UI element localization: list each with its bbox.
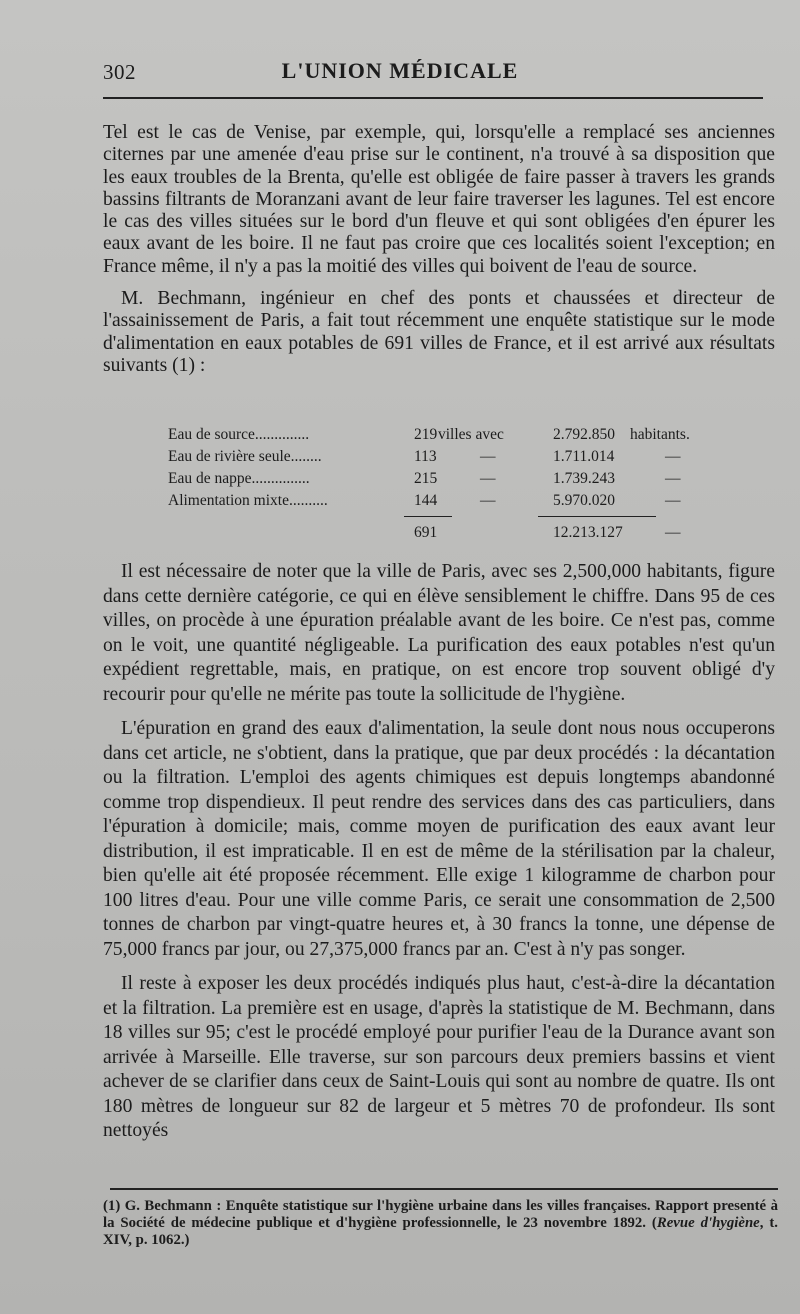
- unit-cell: —: [665, 448, 681, 465]
- habitants-cell: 1.711.014: [553, 448, 615, 465]
- footnote-rule: [110, 1188, 778, 1190]
- source-cell: Alimentation mixte..........: [168, 492, 328, 509]
- footnote-journal: Revue d'hygiène: [656, 1215, 760, 1231]
- header-rule: [103, 97, 763, 99]
- villes-cell: 113: [414, 448, 437, 465]
- body-text-bottom: [103, 560, 775, 1154]
- total-unit: —: [665, 524, 681, 541]
- source-cell: Eau de source..............: [168, 426, 310, 443]
- unit-cell: —: [665, 470, 681, 487]
- villes-cell: 219: [414, 426, 438, 443]
- avec-cell: villes avec: [438, 426, 504, 443]
- avec-cell: —: [480, 470, 496, 487]
- table-row: [168, 446, 728, 468]
- unit-cell: —: [665, 492, 681, 509]
- page-header: [0, 58, 800, 98]
- habitants-cell: 5.970.020: [553, 492, 615, 509]
- total-row: [168, 522, 728, 544]
- total-habitants: 12.213.127: [553, 524, 623, 541]
- avec-cell: —: [480, 492, 496, 509]
- avec-cell: —: [480, 448, 496, 465]
- paragraph: M. Bechmann, ingénieur en chef des ponts et chaussées et directeur de l'assainissement de Paris, a fait tout récemment une enquête statistique sur le mode d'alimentation en eaux potables de 691 villes de France, et il est arrivé aux résultats suivants (1) :: [103, 288, 775, 376]
- paragraph: L'épuration en grand des eaux d'alimentation, la seule dont nous nous occuperons dans cet article, ne s'obtient, dans la pratique, que par deux procédés : la décantation ou la filtration. L'emploi des agents chimiques est depuis longtemps abandonné comme trop dispendieux. Il peut rendre des services dans des cas particuliers, dans l'épuration à domicile; mais, comme moyen de purification des eaux avant leur distribution, il est impraticable. Il en est de même de la stérilisation par la chaleur, bien qu'elle ait été proposée récemment. Elle exige 1 kilogramme de charbon pour 100 litres d'eau. Pour une ville comme Paris, ce serait une consommation de 2,500 tonnes de charbon par vingt-quatre heures et, à 30 francs la tonne, une dépense de 75,000 francs par jour, ou 27,375,000 francs par an. C'est à n'y pas songer.: [103, 718, 775, 960]
- table-row: [168, 468, 728, 490]
- unit-cell: habitants.: [630, 426, 690, 443]
- source-cell: Eau de rivière seule........: [168, 448, 322, 465]
- table-row: [168, 490, 728, 512]
- villes-cell: 215: [414, 470, 438, 487]
- sum-rule-habitants: [538, 516, 656, 517]
- paragraph: Il reste à exposer les deux procédés indiqués plus haut, c'est-à-dire la décantation et la filtration. La première est en usage, d'après la statistique de M. Bechmann, dans 18 villes sur 95; c'est le procédé employé pour purifier l'eau de la Durance avant son arrivée à Marseille. Elle traverse, sur son parcours deux premiers bassins et vient achever de se clarifier dans ceux de Saint-Louis qui sont au nombre de quatre. Ils ont 180 mètres de longueur sur 82 de largeur et 5 mètres 70 de profondeur. Ils sont nettoyés: [103, 973, 775, 1141]
- source-cell: Eau de nappe...............: [168, 470, 310, 487]
- villes-cell: 144: [414, 492, 438, 509]
- habitants-cell: 2.792.850: [553, 426, 615, 443]
- paragraph: Tel est le cas de Venise, par exemple, qui, lorsqu'elle a remplacé ses anciennes citernes par une amenée d'eau prise sur le continent, n'a trouvé à sa disposition que les eaux troubles de la Brenta, qu'elle est obligée de faire passer à travers les grands bassins filtrants de Moranzani avant de leur faire traverser les lagunes. Tel est encore le cas des villes situées sur le bord d'un fleuve et qui sont obligées d'en épurer les eaux avant de les boire. Il ne faut pas croire que ces localités soient l'exception; en France même, il n'y a pas la moitié des villes qui boivent de l'eau de source.: [103, 122, 775, 277]
- table-row: [168, 424, 728, 446]
- page-number: 302: [103, 60, 136, 84]
- paragraph: Il est nécessaire de noter que la ville de Paris, avec ses 2,500,000 habitants, figure dans cette dernière catégorie, ce qui en élève sensiblement le chiffre. Dans 95 de ces villes, on procède à une épuration préalable avant de les boire. Ce n'est pas, comme on le voit, une quantité négligeable. La purification des eaux potables n'est qu'un expédient regrettable, mais, en pratique, on est encore trop souvent obligé d'y recourir pour qu'elle ne mérite pas toute la sollicitude de l'hygiène.: [103, 561, 775, 705]
- habitants-cell: 1.739.243: [553, 470, 615, 487]
- footnote-text: (1) G. Bechmann : Enquête statistique sur l'hygiène urbaine dans les villes françaises. Rapport presenté à la Société de médecine publique et d'hygiène professionnelle, le 23 novembre 1892. (: [103, 1198, 778, 1231]
- body-text-top: [103, 122, 775, 387]
- total-villes: 691: [414, 524, 438, 541]
- statistics-table: [168, 424, 728, 544]
- sum-rule-villes: [404, 516, 452, 517]
- footnote-ref: , t. XIV, p. 1062.): [103, 1215, 778, 1248]
- footnote: [103, 1198, 778, 1249]
- running-title: L'UNION MÉDICALE: [281, 58, 519, 83]
